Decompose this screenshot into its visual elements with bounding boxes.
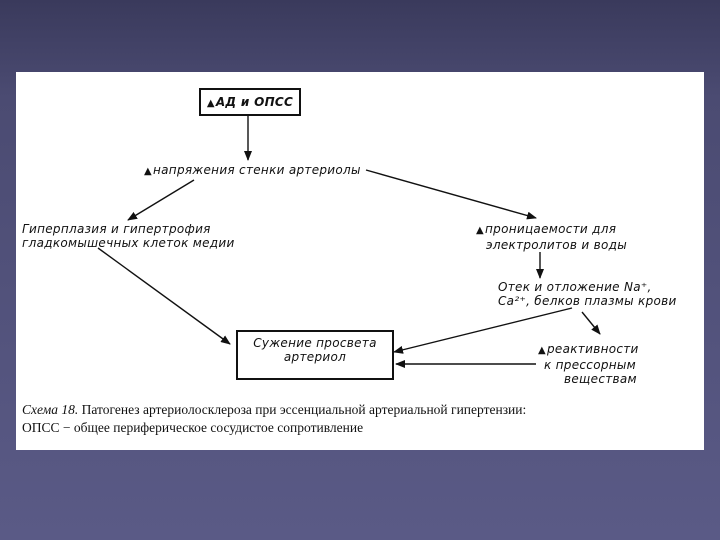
hyperplasia-line-2: гладкомышечных клеток медии [22, 236, 235, 250]
reactivity-line-3: веществам [564, 372, 637, 386]
edema-line-1: Отек и отложение Na⁺, [498, 280, 652, 294]
node-narrowing [236, 330, 394, 380]
edema-line-2: Ca²⁺, белков плазмы крови [498, 294, 677, 308]
node-hyperplasia [22, 222, 235, 250]
narrowing-line-2: артериол [283, 350, 347, 364]
node-wall-tension [144, 163, 361, 179]
node-edema [498, 280, 677, 308]
reactivity-line-2: к прессорным [544, 358, 637, 372]
arrow-tension-to-hyperplasia [128, 180, 194, 220]
increase-arrow-icon: ▲ [206, 98, 215, 109]
increase-arrow-icon: ▲ [476, 225, 484, 236]
wall-tension-label: напряжения стенки артериолы [153, 163, 361, 177]
reactivity-line-1: реактивности [547, 342, 639, 356]
increase-arrow-icon: ▲ [144, 166, 152, 177]
caption-line-1: Патогенез артериолосклероза при эссенциальной артериальной гипертензии: [78, 402, 527, 417]
figure-caption [22, 401, 702, 437]
permeability-line-2: электролитов и воды [486, 238, 628, 252]
arrow-hyperplasia-to-narrowing [98, 248, 230, 344]
caption-line-2: ОПСС − общее периферическое сосудистое сопротивление [22, 420, 364, 435]
caption-title: Схема 18. [22, 402, 79, 417]
hyperplasia-line-1: Гиперплазия и гипертрофия [22, 222, 211, 236]
node-bp-opss [199, 88, 301, 116]
scanned-figure [16, 72, 704, 450]
node-reactivity [538, 342, 639, 386]
permeability-line-1: проницаемости для [485, 222, 617, 236]
arrow-tension-to-permeability [366, 170, 536, 218]
arrow-edema-to-reactivity [582, 312, 600, 334]
narrowing-line-1: Сужение просвета [253, 336, 377, 350]
node-permeability [476, 222, 627, 252]
bp-label: АД и ОПСС [215, 95, 294, 109]
increase-arrow-icon: ▲ [538, 345, 546, 356]
